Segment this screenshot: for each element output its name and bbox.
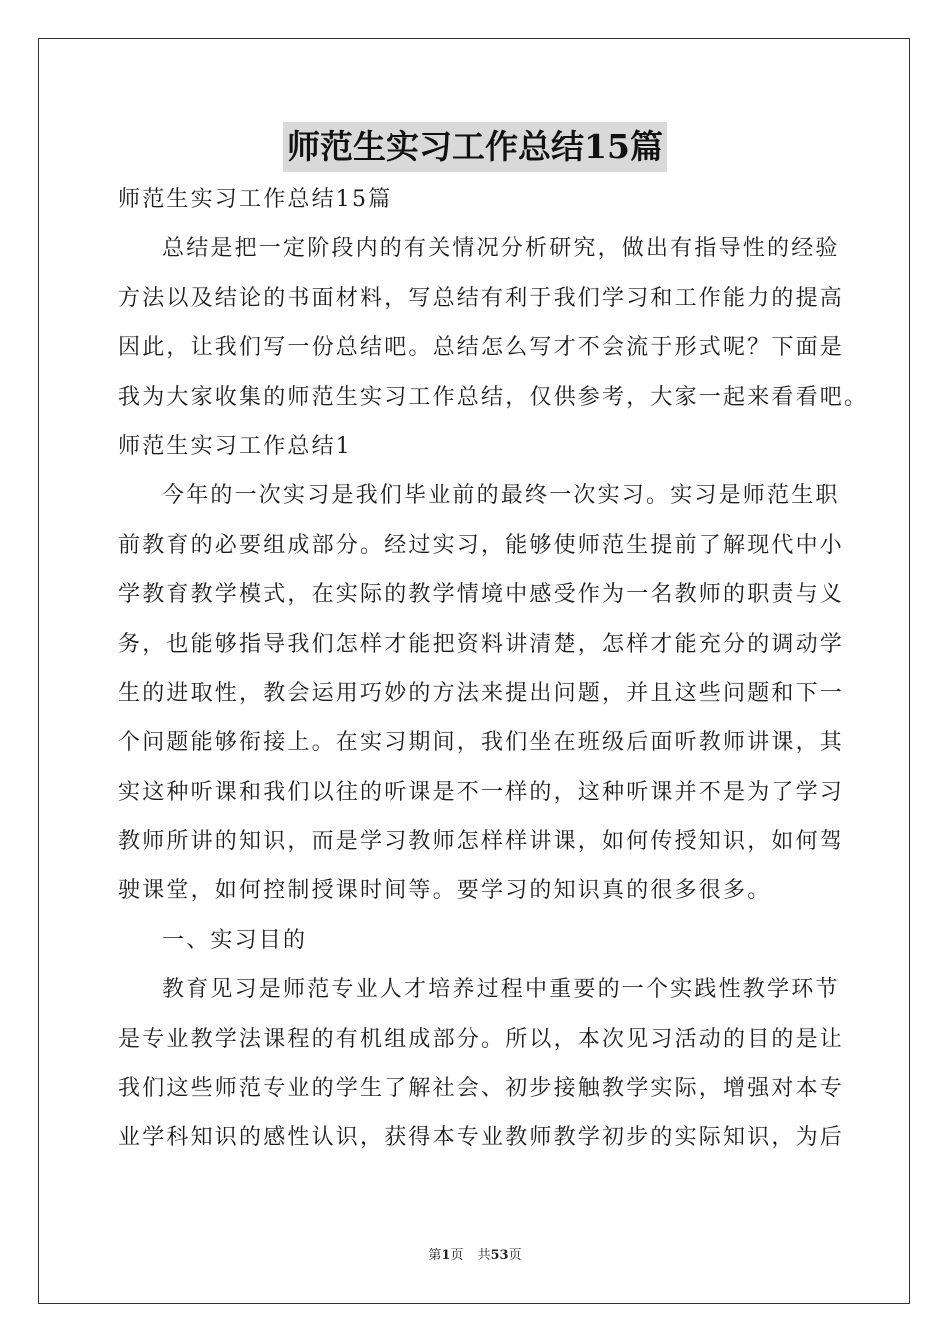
- text-line: 我为大家收集的师范生实习工作总结，仅供参考，大家一起来看看吧。: [118, 384, 869, 410]
- text-line: 我们这些师范专业的学生了解社会、初步接触教学实际，增强对本专: [118, 1076, 845, 1102]
- footer-page-suffix: 页: [450, 1248, 464, 1263]
- text-line: 实这种听课和我们以往的听课是不一样的，这种听课并不是为了学习: [118, 779, 845, 805]
- text-line: 师范生实习工作总结1: [118, 433, 352, 459]
- footer-total-pages: 53: [490, 1248, 509, 1263]
- text-line: 师范生实习工作总结15篇: [118, 187, 393, 212]
- text-line: 生的进取性，教会运用巧妙的方法来提出问题，并且这些问题和下一: [118, 680, 845, 706]
- text-line: 学教育教学模式，在实际的教学情境中感受作为一名教师的职责与义: [118, 582, 845, 608]
- footer-prefix: 第: [428, 1248, 442, 1263]
- footer-total-suffix: 页: [508, 1248, 522, 1263]
- text-line: 总结是把一定阶段内的有关情况分析研究，做出有指导性的经验: [162, 236, 840, 262]
- text-line: 务，也能够指导我们怎样才能把资料讲清楚，怎样才能充分的调动学: [118, 631, 845, 657]
- text-line: 前教育的必要组成部分。经过实习，能够使师范生提前了解现代中小: [118, 532, 845, 558]
- title-container: [0, 122, 950, 172]
- text-line: 一、实习目的: [162, 927, 308, 953]
- footer-total-prefix: 共: [477, 1248, 491, 1263]
- text-line: 今年的一次实习是我们毕业前的最终一次实习。实习是师范生职: [162, 483, 840, 509]
- text-line: 方法以及结论的书面材料，写总结有利于我们学习和工作能力的提高: [118, 285, 845, 311]
- text-line: 教师所讲的知识，而是学习教师怎样样讲课，如何传授知识，如何驾: [118, 829, 845, 855]
- text-line: 业学科知识的感性认识，获得本专业教师教学初步的实际知识，为后: [118, 1125, 845, 1151]
- text-line: 个问题能够衔接上。在实习期间，我们坐在班级后面听教师讲课，其: [118, 730, 845, 756]
- text-line: 因此，让我们写一份总结吧。总结怎么写才不会流于形式呢？下面是: [118, 335, 845, 361]
- footer-page-number: 1: [441, 1248, 451, 1263]
- text-line: 是专业教学法课程的有机组成部分。所以，本次见习活动的目的是让: [118, 1026, 845, 1052]
- text-line: 驶课堂，如何控制授课时间等。要学习的知识真的很多很多。: [118, 878, 772, 904]
- document-body: [118, 175, 869, 1163]
- page-footer: [0, 1244, 950, 1263]
- text-line: 教育见习是师范专业人才培养过程中重要的一个实践性教学环节: [162, 977, 840, 1003]
- document-title: 师范生实习工作总结15篇: [283, 122, 667, 172]
